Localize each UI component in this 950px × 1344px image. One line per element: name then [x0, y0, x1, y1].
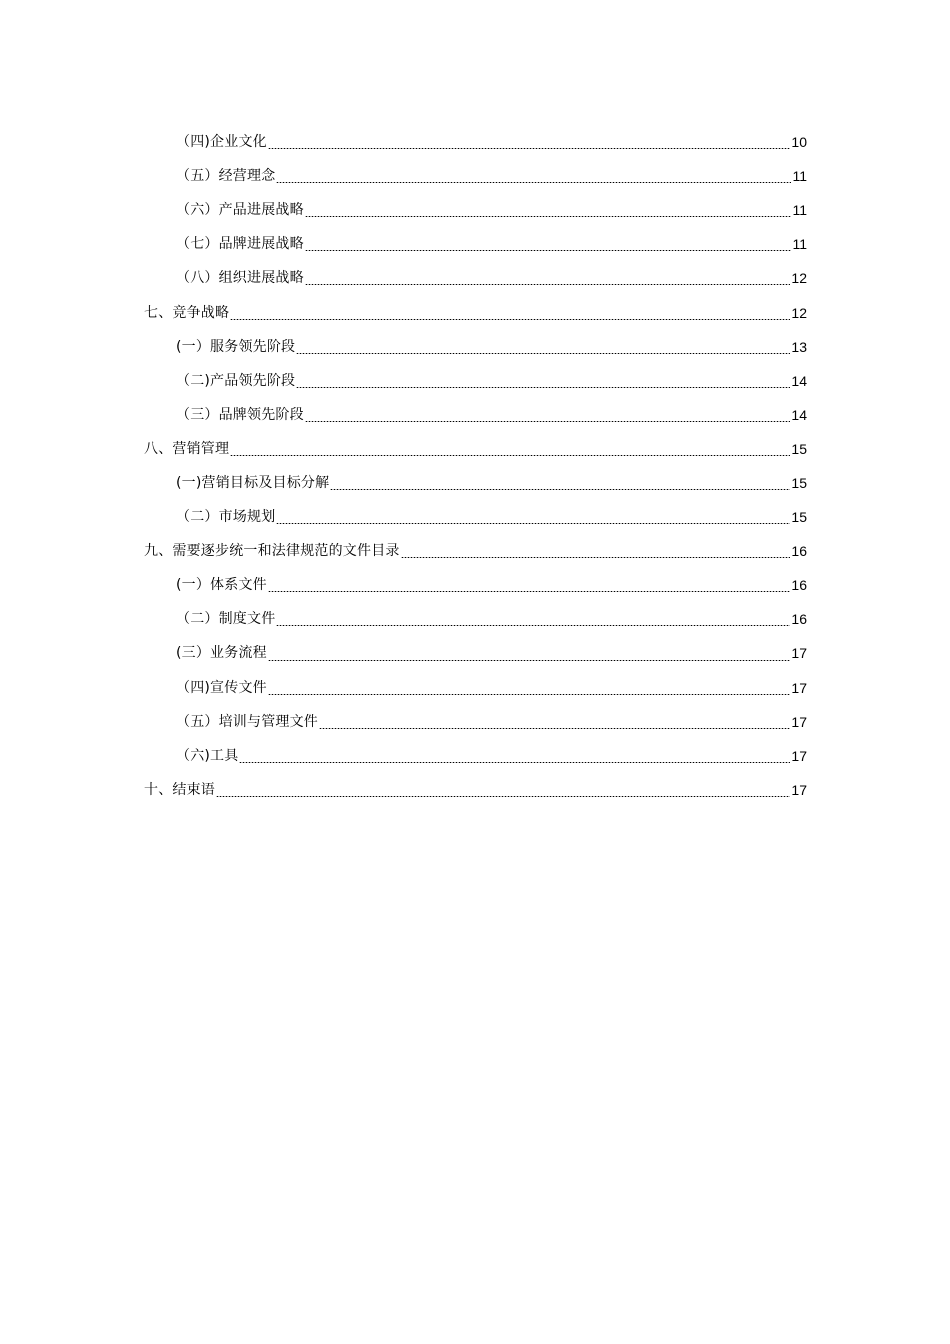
dot-leader: [401, 557, 791, 558]
toc-entry-title: （二）制度文件: [176, 611, 276, 628]
toc-entry[interactable]: [0, 466, 950, 500]
toc-entry-page-number: 16: [791, 611, 807, 628]
dot-leader: [268, 694, 791, 695]
toc-entry-title: （七）品牌进展战略: [176, 236, 304, 253]
dot-leader: [268, 148, 791, 149]
toc-entry-title: 八、营销管理: [144, 440, 230, 457]
toc-entry-page-number: 12: [791, 304, 807, 321]
toc-entry-title: 七、竞争战略: [144, 304, 230, 321]
toc-entry[interactable]: [0, 534, 950, 568]
dot-leader: [230, 319, 790, 320]
toc-entry-page-number: 15: [791, 474, 807, 491]
toc-entry[interactable]: [0, 602, 950, 636]
toc-entry-page-number: 17: [791, 679, 807, 696]
dot-leader: [276, 523, 790, 524]
toc-entry-title: 十、结束语: [144, 781, 215, 798]
dot-leader: [268, 591, 791, 592]
toc-entry-page-number: 11: [792, 236, 807, 253]
toc-entry-page-number: 10: [791, 134, 807, 151]
dot-leader: [305, 284, 791, 285]
toc-entry-title: (三）业务流程: [176, 645, 267, 662]
toc-entry-page-number: 14: [791, 406, 807, 423]
dot-leader: [305, 421, 791, 422]
toc-entry-page-number: 17: [791, 781, 807, 798]
toc-entry-page-number: 17: [791, 645, 807, 662]
toc-entry[interactable]: [0, 330, 950, 364]
toc-entry-page-number: 13: [791, 338, 807, 355]
toc-entry-page-number: 17: [791, 713, 807, 730]
toc-entry-page-number: 14: [791, 372, 807, 389]
dot-leader: [230, 455, 790, 456]
toc-entry[interactable]: [0, 295, 950, 329]
toc-entry-title: (一)营销目标及目标分解: [176, 474, 330, 491]
toc-entry-page-number: 15: [791, 509, 807, 526]
toc-entry-title: （二)产品领先阶段: [176, 372, 296, 389]
toc-entry[interactable]: [0, 500, 950, 534]
toc-entry-title: （四)企业文化: [176, 134, 267, 151]
toc-entry[interactable]: [0, 125, 950, 159]
dot-leader: [305, 216, 792, 217]
toc-entry-page-number: 11: [792, 202, 807, 219]
toc-entry-page-number: 16: [791, 543, 807, 560]
dot-leader: [296, 387, 790, 388]
toc-entry-page-number: 11: [792, 168, 807, 185]
toc-entry[interactable]: [0, 773, 950, 807]
dot-leader: [268, 660, 791, 661]
toc-entry-page-number: 15: [791, 440, 807, 457]
dot-leader: [239, 762, 790, 763]
dot-leader: [276, 625, 790, 626]
toc-entry-title: (一）体系文件: [176, 577, 267, 594]
dot-leader: [276, 182, 791, 183]
toc-entry[interactable]: [0, 364, 950, 398]
dot-leader: [305, 250, 792, 251]
toc-entry[interactable]: [0, 568, 950, 602]
toc-entry-title: （五）经营理念: [176, 168, 276, 185]
toc-entry[interactable]: [0, 636, 950, 670]
toc-entry[interactable]: [0, 398, 950, 432]
dot-leader: [216, 796, 790, 797]
toc-entry-title: （三）品牌领先阶段: [176, 406, 304, 423]
toc-entry-title: 九、需要逐步统一和法律规范的文件目录: [144, 543, 400, 560]
dot-leader: [296, 353, 790, 354]
toc-entry-title: （二）市场规划: [176, 509, 276, 526]
toc-entry[interactable]: [0, 705, 950, 739]
toc-entry-title: （六）产品进展战略: [176, 202, 304, 219]
toc-entry[interactable]: [0, 159, 950, 193]
toc-entry-title: （四)宣传文件: [176, 679, 267, 696]
dot-leader: [319, 728, 790, 729]
dot-leader: [330, 489, 790, 490]
toc-entry-page-number: 12: [791, 270, 807, 287]
toc-entry[interactable]: [0, 261, 950, 295]
toc-entry-title: （六)工具: [176, 747, 239, 764]
toc-entry-page-number: 17: [791, 747, 807, 764]
toc-entry-title: （五）培训与管理文件: [176, 713, 318, 730]
toc-entry[interactable]: [0, 193, 950, 227]
toc-entry-title: (一）服务领先阶段: [176, 338, 296, 355]
table-of-contents: [0, 125, 950, 807]
toc-entry-page-number: 16: [791, 577, 807, 594]
toc-entry[interactable]: [0, 671, 950, 705]
toc-entry[interactable]: [0, 227, 950, 261]
toc-entry-title: （八）组织进展战略: [176, 270, 304, 287]
toc-entry[interactable]: [0, 432, 950, 466]
toc-entry[interactable]: [0, 739, 950, 773]
